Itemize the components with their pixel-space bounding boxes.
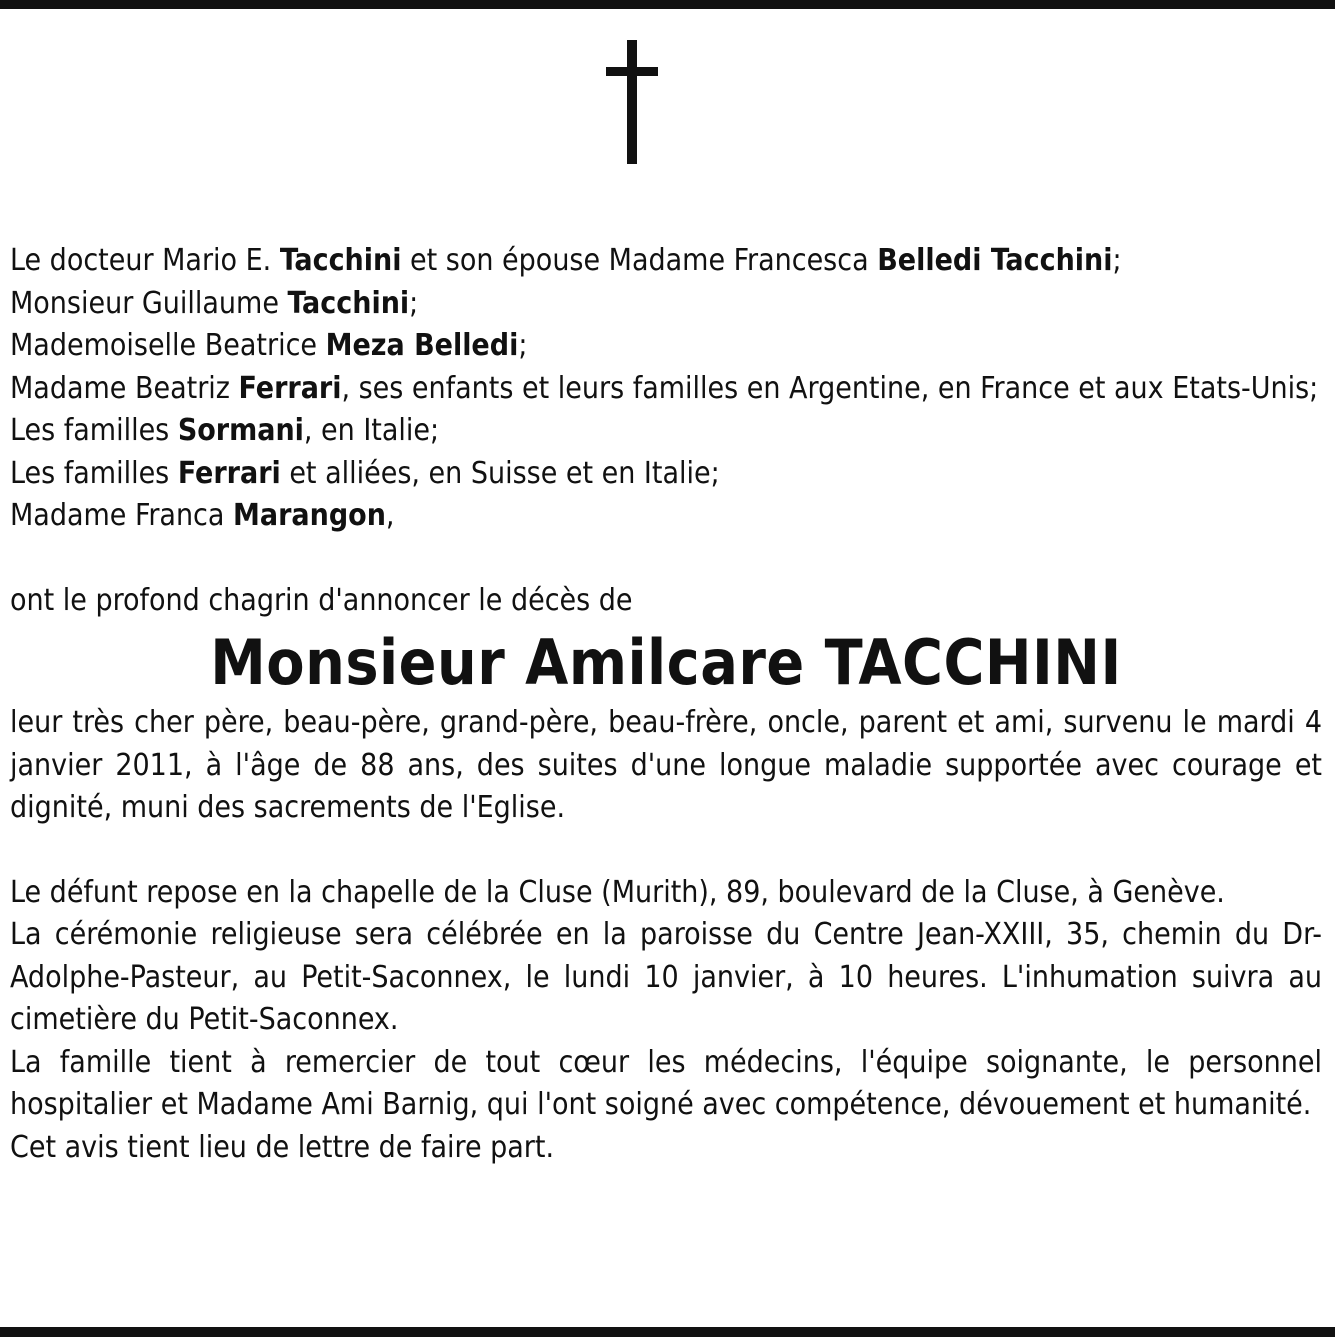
cross-vertical-bar bbox=[627, 40, 637, 164]
details-paragraph: La cérémonie religieuse sera célébrée en la paroisse du Centre Jean-XXIII, 35, chemin du Dr-Adolphe-Pasteur, au Petit-Saconnex, le lundi 10 janvier, à 10 heures. L'inhumation suivra au cimetière du Petit-Saconnex. bbox=[10, 917, 1322, 1037]
cross-icon bbox=[606, 40, 658, 164]
top-border-rule bbox=[0, 0, 1335, 9]
spacer bbox=[10, 830, 1322, 872]
description-paragraph: leur très cher père, beau-père, grand-père, beau-frère, oncle, parent et ami, survenu le mardi 4 janvier 2011, à l'âge de 88 ans, des suites d'une longue maladie supportée avec courage et dignité, muni des sacrements de l'Eglise. bbox=[10, 705, 1322, 825]
family-line: Les familles Ferrari et alliées, en Suisse et en Italie; bbox=[10, 455, 720, 491]
family-line: Le docteur Mario E. Tacchini et son épouse Madame Francesca Belledi Tacchini; bbox=[10, 243, 1122, 278]
spacer bbox=[10, 538, 1322, 580]
details-paragraph: Le défunt repose en la chapelle de la Cluse (Murith), 89, boulevard de la Cluse, à Genève. bbox=[10, 874, 1225, 910]
bottom-border-rule bbox=[0, 1327, 1335, 1337]
family-line: Mademoiselle Beatrice Meza Belledi; bbox=[10, 328, 528, 363]
details-paragraph: La famille tient à remercier de tout cœur les médecins, l'équipe soignante, le personnel hospitalier et Madame Ami Barnig, qui l'ont soigné avec compétence, dévouement et humanité. bbox=[10, 1044, 1322, 1122]
family-line: Madame Franca Marangon, bbox=[10, 498, 395, 533]
details-paragraph: Cet avis tient lieu de lettre de faire part. bbox=[10, 1129, 555, 1165]
cross-horizontal-bar bbox=[606, 67, 658, 76]
deceased-name: Monsieur Amilcare TACCHINI bbox=[210, 626, 1122, 699]
family-line: Les familles Sormani, en Italie; bbox=[10, 413, 440, 448]
family-line: Monsieur Guillaume Tacchini; bbox=[10, 285, 419, 321]
family-line: Madame Beatriz Ferrari, ses enfants et leurs familles en Argentine, en France et aux Etats-Unis; bbox=[10, 370, 1319, 406]
obituary-body bbox=[10, 240, 1322, 1169]
announcement-text: ont le profond chagrin d'annoncer le décès de bbox=[10, 582, 633, 618]
